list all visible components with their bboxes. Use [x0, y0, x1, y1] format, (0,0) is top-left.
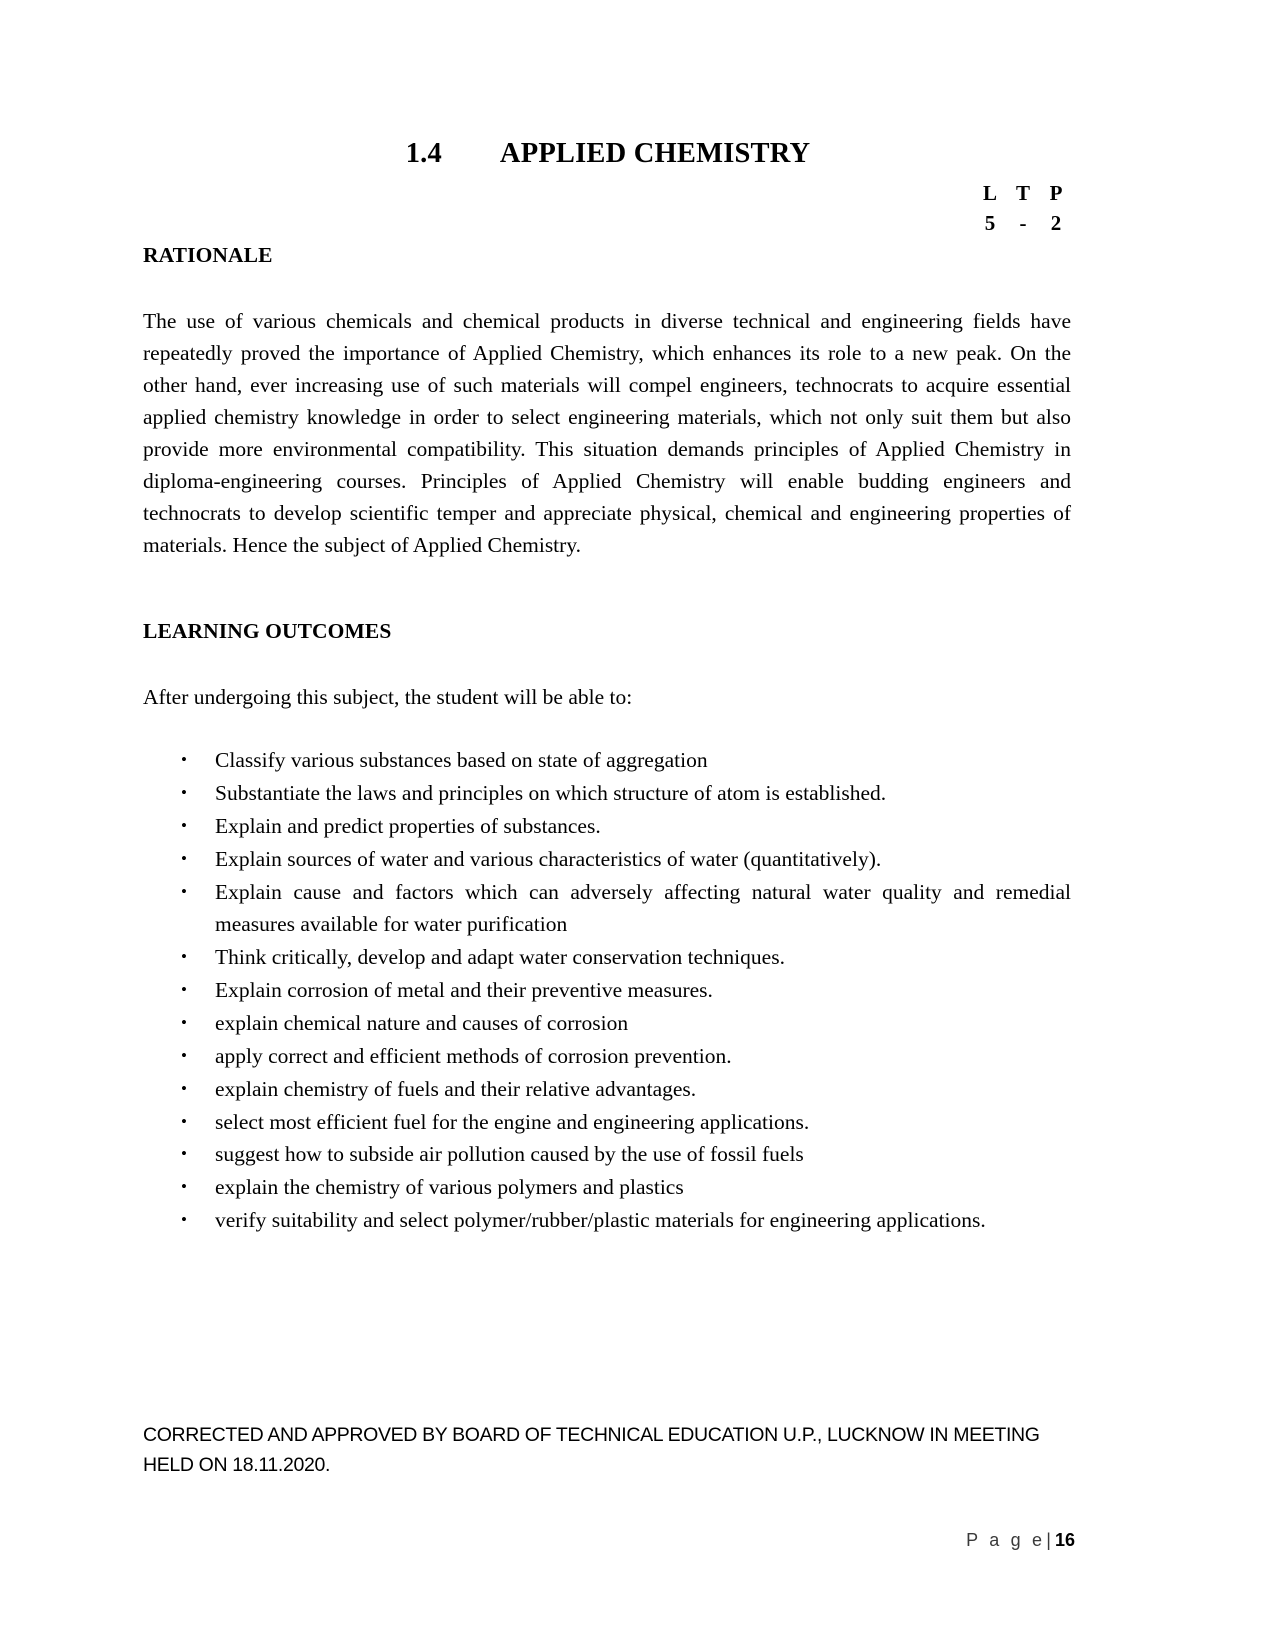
- learning-outcome-item: [143, 1040, 1071, 1073]
- bullet-icon: •: [181, 848, 187, 868]
- bullet-icon: •: [181, 1012, 187, 1032]
- learning-outcome-item: [143, 1073, 1071, 1106]
- page-number-value: 16: [1054, 1530, 1075, 1550]
- ltp-value-t: -: [1019, 211, 1027, 236]
- learning-outcome-item: [143, 1138, 1071, 1171]
- bullet-icon: •: [181, 815, 187, 835]
- learning-outcome-item: [143, 1204, 1071, 1237]
- learning-outcome-item: [143, 974, 1071, 1007]
- learning-outcome-text: Explain cause and factors which can adversely affecting natural water quality and remedial measures available for water purification: [215, 879, 1071, 937]
- learning-outcome-text: select most efficient fuel for the engine and engineering applications.: [215, 1109, 810, 1134]
- learning-outcome-item: [143, 1106, 1071, 1139]
- bullet-icon: •: [181, 979, 187, 999]
- ltp-label-t: T: [1015, 181, 1030, 205]
- title-section-number: 1.4: [405, 138, 442, 169]
- title-section-name: APPLIED CHEMISTRY: [499, 138, 811, 169]
- learning-outcome-item: [143, 1007, 1071, 1040]
- page-number-footer: [966, 1530, 1075, 1551]
- learning-outcome-text: explain chemical nature and causes of corrosion: [215, 1010, 629, 1035]
- learning-outcome-item: [143, 744, 1071, 777]
- bullet-icon: •: [181, 1078, 187, 1098]
- bullet-icon: •: [181, 1210, 187, 1230]
- learning-outcome-text: Explain sources of water and various characteristics of water (quantitatively).: [215, 846, 882, 871]
- page-separator: |: [1046, 1530, 1051, 1550]
- bullet-icon: •: [181, 947, 187, 967]
- approval-footer-note: [143, 1420, 1078, 1480]
- learning-outcomes-list: [143, 744, 1071, 1237]
- ltp-value-row: [975, 208, 1071, 238]
- bullet-icon: •: [181, 782, 187, 802]
- learning-outcome-item: [143, 941, 1071, 974]
- rationale-paragraph: The use of various chemicals and chemical products in diverse technical and engineering fields have repeatedly proved the importance of Applied Chemistry, which enhances its role to a new peak. On the other hand, ever increasing use of such materials will compel engineers, technocrats to acquire essential applied chemistry knowledge in order to select engineering materials, which not only suit them but also provide more environmental compatibility. This situation demands principles of Applied Chemistry in diploma-engineering courses. Principles of Applied Chemistry will enable budding engineers and technocrats to develop scientific temper and appreciate physical, chemical and engineering properties of materials. Hence the subject of Applied Chemistry.: [143, 309, 1071, 557]
- ltp-label-p: P: [1049, 181, 1063, 205]
- bullet-icon: •: [181, 1144, 187, 1164]
- bullet-icon: •: [181, 881, 187, 901]
- learning-outcome-text: Substantiate the laws and principles on which structure of atom is established.: [215, 780, 887, 805]
- page-label: P a g e: [966, 1530, 1046, 1550]
- page-title: [143, 138, 1073, 170]
- learning-outcome-text: Explain corrosion of metal and their preventive measures.: [215, 977, 713, 1002]
- ltp-label-l: L: [982, 181, 997, 205]
- bullet-icon: •: [181, 1177, 187, 1197]
- bullet-icon: •: [181, 750, 187, 769]
- ltp-value-l: 5: [984, 211, 996, 236]
- learning-outcome-item: [143, 843, 1071, 876]
- approval-footer-line-1: CORRECTED AND APPROVED BY BOARD OF TECHNICAL EDUCATION U.P., LUCKNOW IN MEETING: [143, 1424, 1040, 1446]
- ltp-value-p: 2: [1050, 211, 1062, 236]
- learning-outcome-item: [143, 876, 1071, 941]
- learning-outcome-text: explain the chemistry of various polymers and plastics: [215, 1175, 684, 1200]
- bullet-icon: •: [181, 1111, 187, 1131]
- learning-outcome-item: [143, 777, 1071, 810]
- learning-outcome-text: Think critically, develop and adapt water conservation techniques.: [215, 945, 785, 970]
- bullet-icon: •: [181, 1045, 187, 1065]
- learning-outcome-text: Explain and predict properties of substances.: [215, 813, 601, 838]
- learning-outcomes-heading: LEARNING OUTCOMES: [143, 619, 392, 643]
- learning-outcome-text: suggest how to subside air pollution caused by the use of fossil fuels: [215, 1142, 804, 1167]
- learning-outcomes-intro: After undergoing this subject, the student will be able to:: [143, 685, 633, 709]
- learning-outcome-text: explain chemistry of fuels and their relative advantages.: [215, 1076, 697, 1101]
- rationale-heading: RATIONALE: [143, 243, 273, 267]
- learning-outcome-item: [143, 1171, 1071, 1204]
- ltp-credits-block: [975, 178, 1075, 239]
- learning-outcome-text: apply correct and efficient methods of corrosion prevention.: [215, 1043, 732, 1068]
- ltp-header-row: [975, 178, 1071, 208]
- learning-outcome-item: [143, 810, 1071, 843]
- learning-outcome-text: verify suitability and select polymer/rubber/plastic materials for engineering applications.: [215, 1208, 986, 1233]
- learning-outcome-text: Classify various substances based on state of aggregation: [215, 748, 708, 772]
- approval-footer-line-2: HELD ON 18.11.2020.: [143, 1454, 331, 1476]
